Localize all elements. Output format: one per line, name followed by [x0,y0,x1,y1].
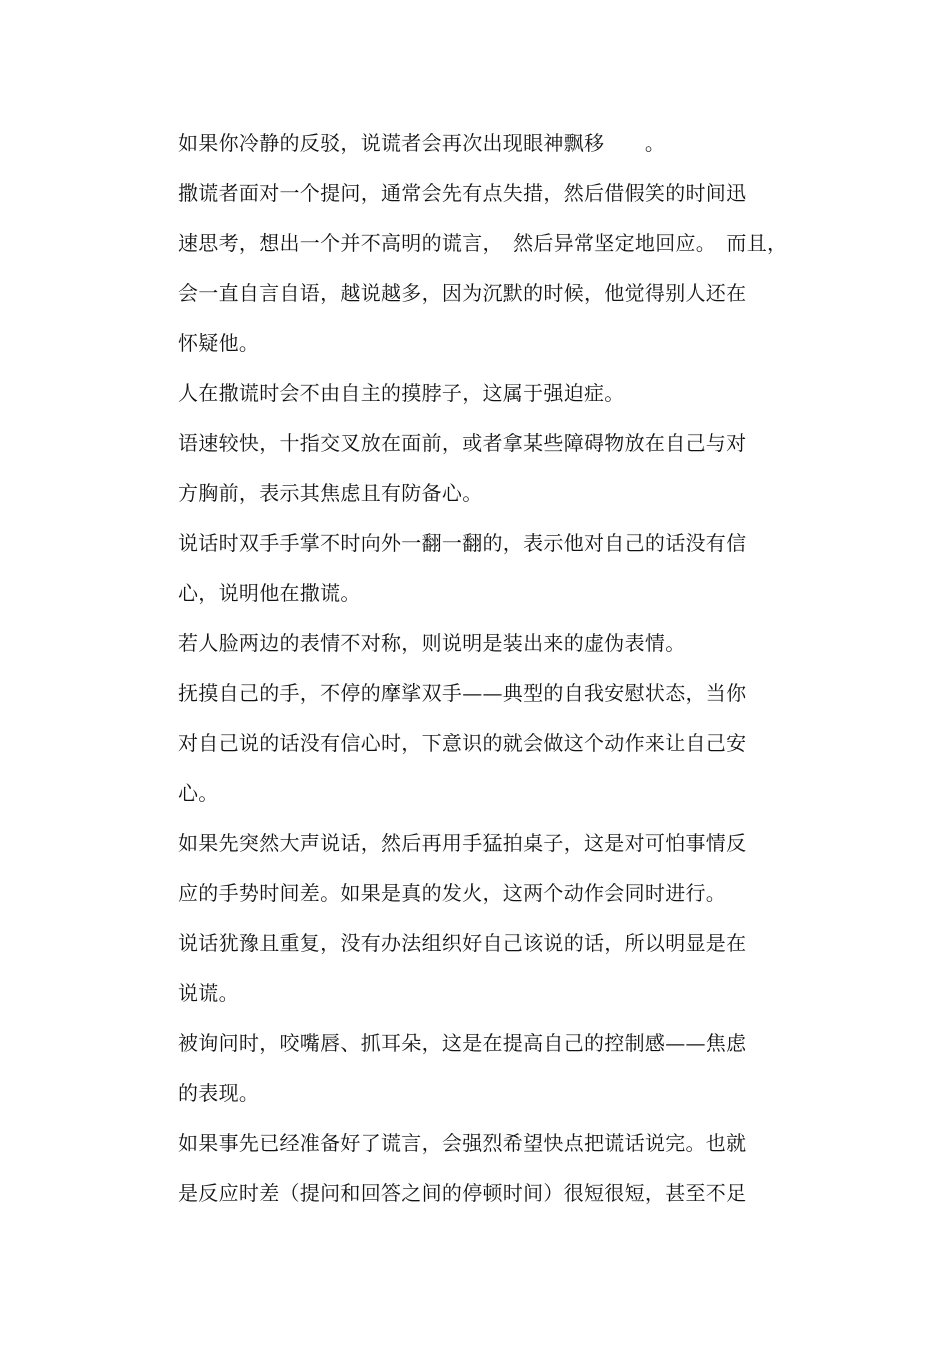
text-line: 人在撒谎时会不由自主的摸脖子，这属于强迫症。 [178,381,625,405]
text-line: 如果你冷静的反驳，说谎者会再次出现眼神飘移 。 [178,131,666,155]
text-line: 会一直自言自语，越说越多，因为沉默的时候，他觉得别人还在 [178,281,747,305]
text-line: 对自己说的话没有信心时，下意识的就会做这个动作来让自己安 [178,731,747,755]
text-line: 速思考，想出一个并不高明的谎言， 然后异常坚定地回应。 而且， [178,231,788,255]
text-line: 若人脸两边的表情不对称，则说明是装出来的虚伪表情。 [178,631,686,655]
text-line: 被询问时，咬嘴唇、抓耳朵，这是在提高自己的控制感——焦虑 [178,1031,747,1055]
text-line: 方胸前，表示其焦虑且有防备心。 [178,481,483,505]
text-line: 的表现。 [178,1081,260,1105]
text-line: 如果先突然大声说话，然后再用手猛拍桌子，这是对可怕事情反 [178,831,747,855]
text-line: 心。 [178,781,219,805]
text-line: 怀疑他。 [178,331,260,355]
text-line: 说话犹豫且重复，没有办法组织好自己该说的话，所以明显是在 [178,931,747,955]
text-line: 抚摸自己的手，不停的摩挲双手——典型的自我安慰状态，当你 [178,681,747,705]
text-line: 语速较快，十指交叉放在面前，或者拿某些障碍物放在自己与对 [178,431,747,455]
text-line: 说话时双手手掌不时向外一翻一翻的，表示他对自己的话没有信 [178,531,747,555]
text-line: 说谎。 [178,981,239,1005]
text-line: 是反应时差（提问和回答之间的停顿时间）很短很短，甚至不足 [178,1181,747,1205]
text-line: 心，说明他在撒谎。 [178,581,361,605]
text-line: 如果事先已经准备好了谎言，会强烈希望快点把谎话说完。也就 [178,1131,747,1155]
text-line: 撒谎者面对一个提问，通常会先有点失措，然后借假笑的时间迅 [178,181,747,205]
text-line: 应的手势时间差。如果是真的发火，这两个动作会同时进行。 [178,881,727,905]
